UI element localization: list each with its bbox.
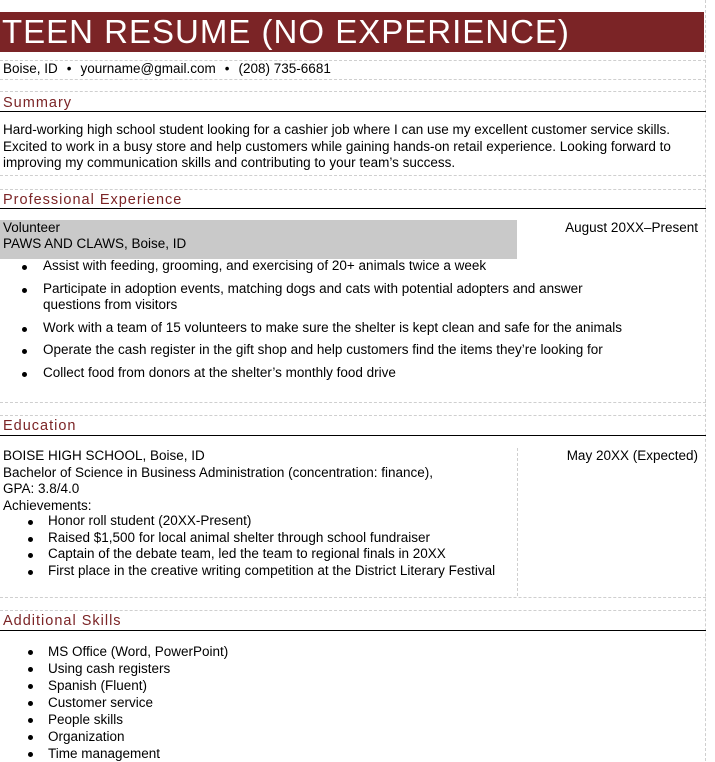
job-org: PAWS AND CLAWS, Boise, ID xyxy=(3,236,187,251)
table-gridline xyxy=(0,597,706,598)
list-item xyxy=(0,281,640,314)
section-rule xyxy=(0,208,706,209)
bullet-icon xyxy=(22,372,27,377)
list-item xyxy=(0,365,640,382)
degree: Bachelor of Science in Business Administration (concentration: finance), xyxy=(3,464,433,480)
skills-bullets xyxy=(0,643,400,762)
list-item xyxy=(0,643,400,660)
bullet-icon xyxy=(28,520,33,525)
bullet-text: Participate in adoption events, matching dogs and cats with potential adopters and answer questions from visitors xyxy=(43,280,583,312)
table-border-right xyxy=(705,0,706,761)
bullet-icon xyxy=(22,349,27,354)
bullet-text: Assist with feeding, grooming, and exercising of 20+ animals twice a week xyxy=(43,258,487,273)
bullet-text: Spanish (Fluent) xyxy=(48,678,148,693)
section-rule xyxy=(0,111,706,112)
bullet-icon xyxy=(28,537,33,542)
bullet-text: Operate the cash register in the gift shop and help customers find the items they’re looking for xyxy=(43,342,603,357)
bullet-icon xyxy=(22,288,27,293)
experience-heading: Professional Experience xyxy=(3,192,183,208)
gpa: GPA: 3.8/4.0 xyxy=(3,481,80,496)
achievement-bullets xyxy=(0,513,510,579)
bullet-icon xyxy=(22,327,27,332)
bullet-text: Captain of the debate team, led the team to regional finals in 20XX xyxy=(48,546,446,561)
list-item xyxy=(0,530,510,547)
list-item xyxy=(0,563,510,580)
bullet-icon xyxy=(28,718,33,723)
bullet-text: First place in the creative writing competition at the District Literary Festival xyxy=(48,562,496,578)
list-item xyxy=(0,745,400,762)
bullet-text: Time management xyxy=(48,746,161,761)
bullet-icon xyxy=(28,570,33,575)
bullet-icon xyxy=(28,684,33,689)
experience-bullets xyxy=(0,258,640,387)
table-gridline xyxy=(0,79,706,80)
table-gridline xyxy=(517,448,518,596)
education-heading: Education xyxy=(3,418,77,434)
bullet-text: Using cash registers xyxy=(48,661,171,676)
contact-location: Boise, ID xyxy=(3,61,58,76)
education-details xyxy=(3,448,503,514)
contact-email: yourname@gmail.com xyxy=(80,61,216,76)
bullet-text: People skills xyxy=(48,712,124,727)
section-rule xyxy=(0,435,706,436)
bullet-text: Honor roll student (20XX-Present) xyxy=(48,513,252,528)
contact-separator: • xyxy=(66,61,72,76)
list-item xyxy=(0,694,400,711)
summary-heading: Summary xyxy=(3,95,73,111)
skills-heading: Additional Skills xyxy=(3,613,122,629)
table-gridline xyxy=(0,610,706,611)
bullet-icon xyxy=(22,265,27,270)
summary-text: Hard-working high school student looking for a cashier job where I can use my excellent customer service skills. Excited to work in a busy store and help customers while gaining hands-on retail experience. Looking forward to improving my communication skills and contributing to your team’s success. xyxy=(3,122,671,170)
table-gridline xyxy=(0,175,706,176)
bullet-text: Raised $1,500 for local animal shelter through school fundraiser xyxy=(48,529,430,545)
bullet-text: Collect food from donors at the shelter’s monthly food drive xyxy=(43,364,396,380)
list-item xyxy=(0,728,400,745)
job-dates: August 20XX–Present xyxy=(565,220,698,235)
section-rule xyxy=(0,630,706,631)
bullet-text: Work with a team of 15 volunteers to make sure the shelter is kept clean and safe for the animals xyxy=(43,319,623,335)
table-gridline xyxy=(0,91,706,92)
education-dates: May 20XX (Expected) xyxy=(566,448,698,463)
bullet-icon xyxy=(28,701,33,706)
list-item xyxy=(0,660,400,677)
bullet-text: Customer service xyxy=(48,695,154,710)
list-item xyxy=(0,711,400,728)
table-gridline xyxy=(0,415,706,416)
school-name: BOISE HIGH SCHOOL, Boise, ID xyxy=(3,448,205,463)
contact-phone: (208) 735-6681 xyxy=(238,61,331,76)
bullet-text: Organization xyxy=(48,729,125,744)
list-item xyxy=(0,258,640,275)
bullet-icon xyxy=(28,667,33,672)
list-item xyxy=(0,320,640,337)
list-item xyxy=(0,342,640,359)
list-item xyxy=(0,677,400,694)
achievements-label: Achievements: xyxy=(3,497,92,513)
job-header xyxy=(3,220,186,252)
list-item xyxy=(0,546,510,563)
bullet-icon xyxy=(28,752,33,757)
bullet-icon xyxy=(28,553,33,558)
contact-separator: • xyxy=(224,61,230,76)
resume-title: TEEN RESUME (NO EXPERIENCE) xyxy=(0,12,704,52)
table-gridline xyxy=(0,402,706,403)
bullet-text: MS Office (Word, PowerPoint) xyxy=(48,644,229,659)
list-item xyxy=(0,513,510,530)
contact-line xyxy=(3,61,331,76)
table-gridline xyxy=(0,189,706,190)
job-role: Volunteer xyxy=(3,220,61,235)
bullet-icon xyxy=(28,650,33,655)
bullet-icon xyxy=(28,735,33,740)
